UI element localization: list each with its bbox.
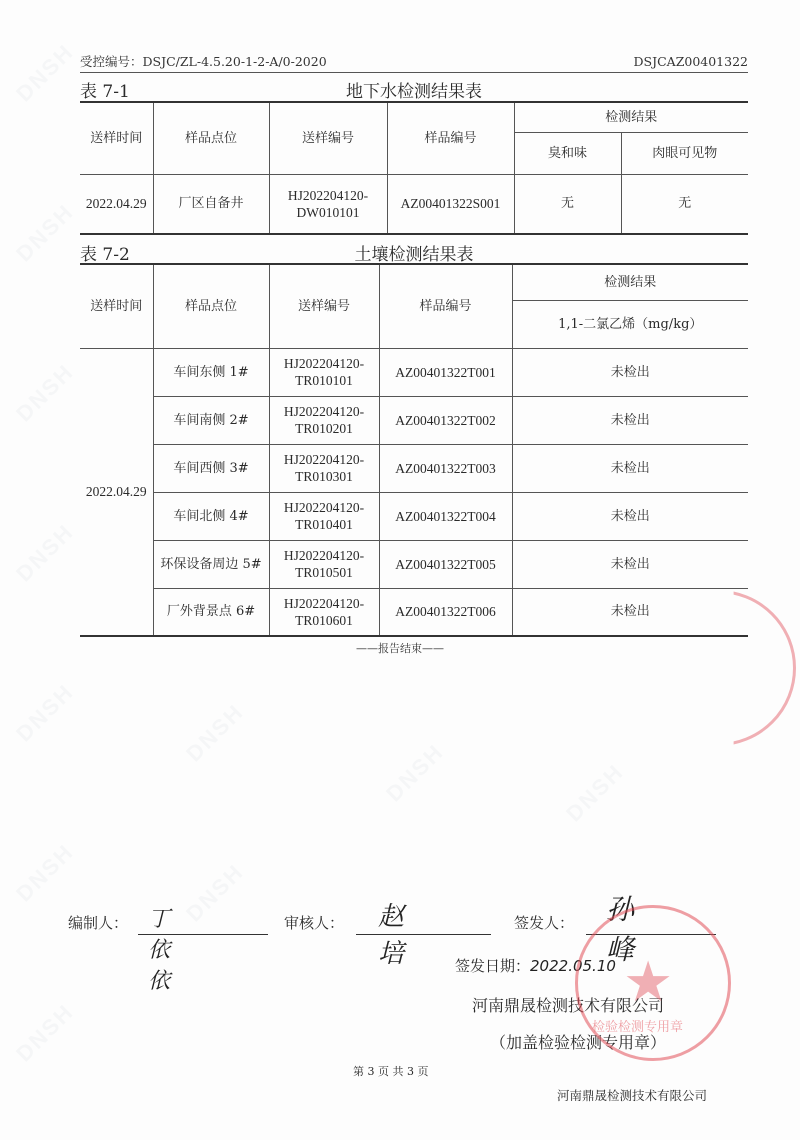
soil-results-table (80, 263, 748, 637)
send-no-line1: HJ202204120- (283, 404, 365, 419)
stamp-subtext: 检验检测专用章 (592, 1020, 684, 1035)
table2-number: 表 7-2 (80, 245, 130, 265)
cell-result: 未检出 (512, 540, 748, 588)
send-no-line1: HJ202204120- (283, 595, 365, 611)
cell-result: 未检出 (512, 444, 748, 492)
cell-send-time: 2022.04.29 (80, 174, 153, 234)
send-no-line2: TR010201 (295, 421, 353, 436)
header-location: 样品点位 (153, 264, 269, 348)
cell-send-no (269, 444, 379, 492)
header-send-no: 送样编号 (269, 264, 379, 348)
send-no-line2: TR010301 (295, 469, 353, 484)
official-seal-stamp (575, 905, 731, 1061)
cell-location: 车间西侧 3# (153, 444, 269, 492)
issued-by-label: 签发人： (514, 914, 575, 932)
send-no-line1: HJ202204120- (283, 548, 365, 563)
watermark: DNSH (561, 758, 629, 827)
prepared-by-signature: 丁依依 (148, 907, 171, 994)
cell-result: 未检出 (512, 348, 748, 396)
reviewed-by-signature: 赵培 (378, 902, 405, 969)
table-row (80, 348, 748, 396)
issue-date-label: 签发日期： (455, 957, 531, 975)
cell-sample-no: AZ00401322T005 (379, 540, 512, 588)
header-odor: 臭和味 (514, 132, 621, 174)
cell-location: 厂外背景点 6# (153, 588, 269, 636)
header-dichloroethylene: 1,1-二氯乙烯（mg/kg） (512, 300, 748, 348)
header-location: 样品点位 (153, 102, 269, 174)
cell-location: 车间东侧 1# (153, 348, 269, 396)
header-send-time: 送样时间 (80, 264, 153, 348)
cell-odor: 无 (514, 174, 621, 234)
send-no-line1: HJ202204120- (287, 187, 369, 203)
cell-location: 车间北侧 4# (153, 492, 269, 540)
table-row (80, 396, 748, 444)
control-number: 受控编号：DSJC/ZL-4.5.20-1-2-A/0-2020 (80, 54, 327, 69)
table1-caption (80, 77, 748, 103)
star-icon: ★ (623, 950, 674, 1015)
reviewed-by-label: 审核人： (284, 914, 345, 932)
header-rule (80, 72, 748, 73)
cell-send-no (269, 396, 379, 444)
cell-sample-no: AZ00401322T004 (379, 492, 512, 540)
header-result-group: 检测结果 (514, 102, 748, 132)
send-no-line2: TR010601 (295, 612, 353, 628)
issue-date-value: 2022.05.10 (530, 957, 616, 975)
cell-sample-no: AZ00401322T003 (379, 444, 512, 492)
cell-location: 厂区自备井 (153, 174, 269, 234)
cell-result: 未检出 (512, 492, 748, 540)
watermark: DNSH (381, 738, 449, 807)
report-end-mark: ——报告结束—— (356, 642, 444, 655)
reviewed-by-line (356, 910, 491, 935)
cell-result: 未检出 (512, 588, 748, 636)
watermark: DNSH (11, 998, 79, 1067)
watermark: DNSH (11, 518, 79, 587)
prepared-by-label: 编制人： (68, 914, 129, 932)
watermark: DNSH (11, 198, 79, 267)
cell-send-no (269, 588, 379, 636)
watermark: DNSH (11, 678, 79, 747)
send-no-line2: TR010401 (295, 517, 353, 532)
cell-sample-no: AZ00401322T002 (379, 396, 512, 444)
send-no-line2: TR010501 (295, 565, 353, 580)
company-name: 河南鼎晟检测技术有限公司 (472, 996, 665, 1015)
table1-title: 地下水检测结果表 (346, 82, 482, 102)
header-send-no: 送样编号 (269, 102, 387, 174)
cell-result: 未检出 (512, 396, 748, 444)
header-sample-no: 样品编号 (379, 264, 512, 348)
watermark: DNSH (181, 858, 249, 927)
watermark: DNSH (11, 38, 79, 107)
cell-location: 环保设备周边 5# (153, 540, 269, 588)
cell-visible: 无 (621, 174, 748, 234)
table-row (80, 540, 748, 588)
cell-send-no (269, 174, 387, 234)
table-row (80, 174, 748, 234)
groundwater-results-table (80, 101, 748, 235)
send-no-line1: HJ202204120- (283, 452, 365, 467)
cell-send-time: 2022.04.29 (80, 348, 153, 636)
header-result-group: 检测结果 (512, 264, 748, 300)
header-sample-no: 样品编号 (387, 102, 514, 174)
cell-send-no (269, 348, 379, 396)
seal-note: （加盖检验检测专用章） (490, 1033, 667, 1052)
table-row (80, 444, 748, 492)
send-no-line2: DW010101 (296, 204, 360, 220)
watermark: DNSH (181, 698, 249, 767)
cell-send-no (269, 492, 379, 540)
table2-title: 土壤检测结果表 (354, 245, 474, 265)
watermark: DNSH (11, 358, 79, 427)
cell-sample-no: AZ00401322T001 (379, 348, 512, 396)
report-number: DSJCAZ00401322 (633, 54, 748, 69)
cell-sample-no: AZ00401322S001 (387, 174, 514, 234)
cell-send-no (269, 540, 379, 588)
send-no-line2: TR010101 (295, 373, 353, 388)
watermark: DNSH (11, 838, 79, 907)
table1-number: 表 7-1 (80, 82, 130, 102)
table-row (80, 492, 748, 540)
header-visible: 肉眼可见物 (621, 132, 748, 174)
footer-company: 河南鼎晟检测技术有限公司 (557, 1088, 708, 1103)
header-send-time: 送样时间 (80, 102, 153, 174)
cell-sample-no: AZ00401322T006 (379, 588, 512, 636)
send-no-line1: HJ202204120- (283, 500, 365, 515)
cell-location: 车间南侧 2# (153, 396, 269, 444)
send-no-line1: HJ202204120- (283, 356, 365, 371)
page-number: 第 3 页 共 3 页 (353, 1065, 429, 1078)
issued-by-signature: 孙峰 (606, 893, 635, 966)
table-row (80, 588, 748, 636)
